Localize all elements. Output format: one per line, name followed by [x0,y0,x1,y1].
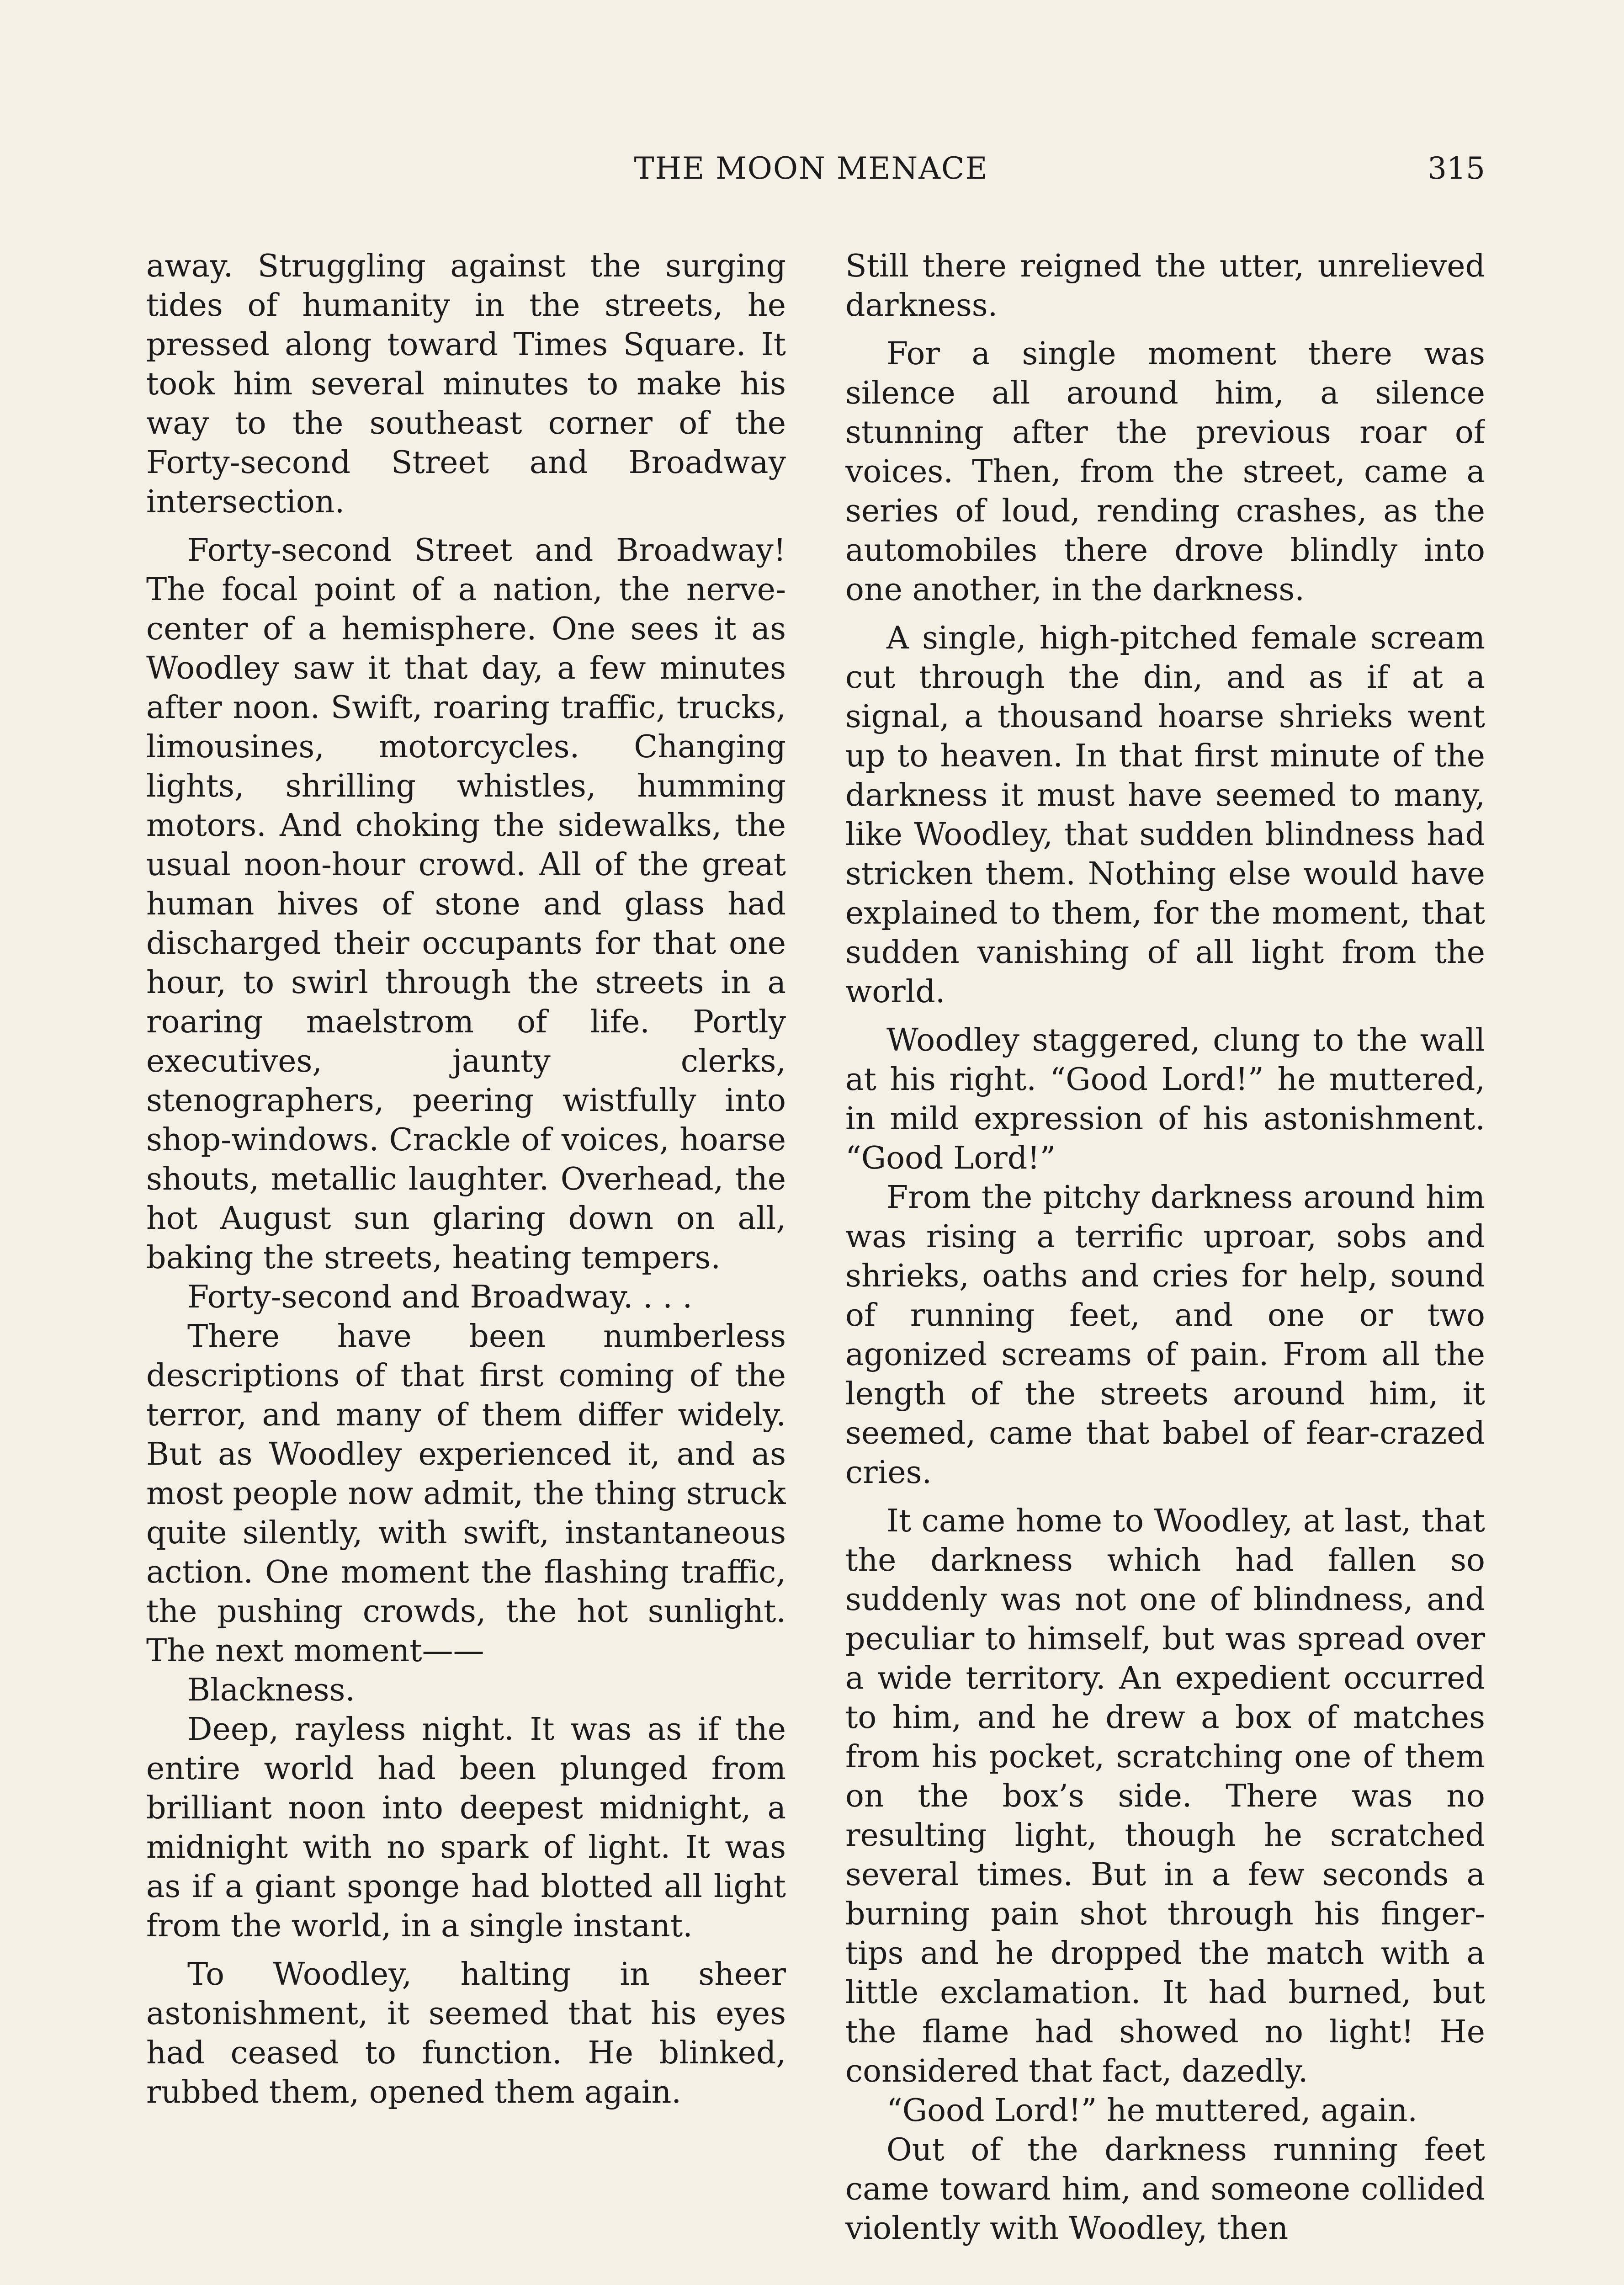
paragraph: Still there reigned the utter, unrelieved darkness. [845,248,1485,324]
running-title: THE MOON MENACE [634,151,988,186]
paragraph: Woodley staggered, clung to the wall at his right. “Good Lord!” he muttered, in mild expression of his astonishment. “Good Lord!” [845,1022,1485,1176]
paragraph: “Good Lord!” he muttered, again. [886,2093,1418,2129]
paragraph: For a single moment there was silence all around him, a silence stunning after the previous roar of voices. Then, from the street, came a series of loud, rending crashes, as the automobiles there drove blindly into one another, in the darkness. [845,336,1485,608]
paragraph: Forty-second Street and Broadway! The focal point of a nation, the nerve-center of a hemisphere. One sees it as Woodley saw it that day, a few minutes after noon. Swift, roaring traffic, trucks, limousines, motorcycles. Changing lights, shrilling whistles, humming motors. And choking the sidewalks, the usual noon-hour crowd. All of the great human hives of stone and glass had discharged their occupants for that one hour, to swirl through the streets in a roaring maelstrom of life. Portly executives, jaunty clerks, stenographers, peering wistfully into shop-windows. Crackle of voices, hoarse shouts, metallic laughter. Overhead, the hot August sun glaring down on all, baking the streets, heating tempers. [146,532,786,1276]
paragraph: It came home to Woodley, at last, that the darkness which had fallen so suddenly was not one of blindness, and peculiar to himself, but was spread over a wide territory. An expedient occurred to him, and he drew a box of matches from his pocket, scratching one of them on the box’s side. There was no resulting light, though he scratched several times. But in a few seconds a burning pain shot through his finger-tips and he dropped the match with a little exclamation. It had burned, but the flame had showed no light! He considered that fact, dazedly. [845,1503,1485,2089]
paragraph: To Woodley, halting in sheer astonishment, it seemed that his eyes had ceased to function. He blinked, rubbed them, opened them again. [146,1956,786,2110]
paragraph: Forty-second and Broadway. . . . [187,1279,693,1315]
page-number: 315 [1428,151,1485,186]
paragraph: Blackness. [187,1672,355,1708]
paragraph: Deep, rayless night. It was as if the entire world had been plunged from brilliant noon into deepest midnight, a midnight with no spark of light. It was as if a giant sponge had blotted all light from the world, in a single instant. [146,1711,786,1944]
paragraph: away. Struggling against the surging tides of humanity in the streets, he pressed along toward Times Square. It took him several minutes to make his way to the southeast corner of the Forty-second Street and Broadway intersection. [146,248,786,520]
paragraph: There have been numberless descriptions of that first coming of the terror, and many of them differ widely. But as Woodley experienced it, and as most people now admit, the thing struck quite silently, with swift, instantaneous action. One moment the flashing traffic, the pushing crowds, the hot sunlight. The next moment—— [146,1318,786,1669]
paragraph: Out of the darkness running feet came toward him, and someone collided violently with Woodley, then [845,2132,1485,2247]
right-column [845,247,1485,2285]
paragraph: From the pitchy darkness around him was rising a terrific uproar, sobs and shrieks, oaths and cries for help, sound of running feet, and one or two agonized screams of pain. From all the length of the streets around him, it seemed, came that babel of fear-crazed cries. [845,1180,1485,1491]
running-head [137,151,1485,197]
left-column [146,247,786,2285]
paragraph: A single, high-pitched female scream cut through the din, and as if at a signal, a thousand hoarse shrieks went up to heaven. In that first minute of the darkness it must have seemed to many, like Woodley, that sudden blindness had stricken them. Nothing else would have explained to them, for the moment, that sudden vanishing of all light from the world. [845,620,1485,1010]
